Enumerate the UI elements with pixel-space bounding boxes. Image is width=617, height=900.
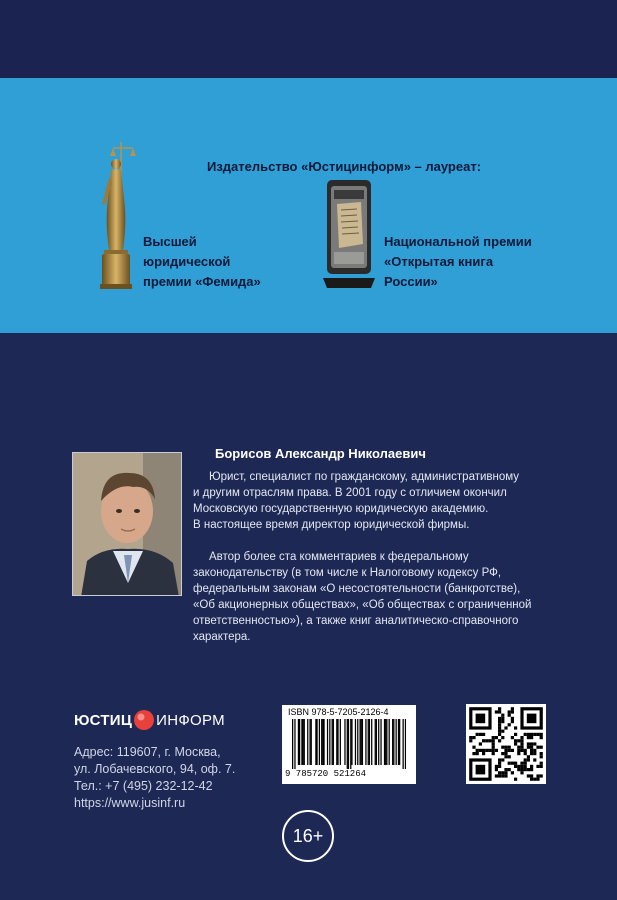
author-name: Борисов Александр Николаевич	[215, 446, 426, 461]
bio-line: ответственностью»), а также книг аналитическо-справочного	[193, 615, 519, 627]
logo-ball-icon	[133, 709, 155, 731]
bio-line: Московскую государственную юридическую академию.	[193, 503, 489, 515]
logo-text-left: ЮСТИЦ	[74, 711, 133, 729]
award-open-book-text	[384, 232, 532, 292]
open-book-trophy-icon	[323, 178, 375, 288]
publisher-address	[74, 744, 235, 812]
address-line: Адрес: 119607, г. Москва,	[74, 745, 221, 759]
age-rating-badge: 16+	[282, 810, 334, 862]
award-femida-line: премии «Фемида»	[143, 274, 261, 289]
bio-line: законодательству (в том числе к Налоговому кодексу РФ,	[193, 567, 502, 579]
bio-line: Автор более ста комментариев к федеральному	[193, 551, 469, 563]
award-femida-text	[143, 232, 261, 292]
website-link[interactable]: https://www.jusinf.ru	[74, 796, 186, 810]
publisher-logo	[74, 709, 225, 731]
award-femida-line: юридической	[143, 254, 231, 269]
author-bio-paragraph-2	[193, 549, 531, 645]
bio-line: В настоящее время директор юридической фирмы.	[193, 519, 470, 531]
awards-heading: Издательство «Юстицинформ» – лауреат:	[207, 159, 482, 174]
phone-line: Тел.: +7 (495) 232-12-42	[74, 779, 213, 793]
address-line: ул. Лобачевского, 94, оф. 7.	[74, 762, 236, 776]
isbn-label: ISBN 978-5-7205-2126-4	[288, 707, 389, 717]
award-open-book-line: «Открытая книга	[384, 254, 494, 269]
bio-line: Юрист, специалист по гражданскому, административному	[193, 471, 520, 483]
award-open-book-line: Национальной премии	[384, 234, 532, 249]
isbn-barcode-box	[282, 705, 416, 784]
bio-line: и другим отраслям права. В 2001 году с отличием окончил	[193, 487, 507, 499]
award-open-book-line: России»	[384, 274, 438, 289]
isbn-digits: 9 785720 521264	[285, 769, 367, 779]
bio-line: характера.	[193, 631, 251, 643]
femida-statuette-icon	[93, 138, 139, 290]
author-bio-paragraph-1	[193, 469, 519, 533]
barcode-icon	[292, 719, 406, 769]
qr-code-icon[interactable]	[466, 704, 546, 784]
award-femida-line: Высшей	[143, 234, 197, 249]
logo-text-right: ИНФОРМ	[156, 711, 225, 729]
bio-line: федеральным законам «О несостоятельности (банкротстве),	[193, 583, 521, 595]
bio-line: «Об акционерных обществах», «Об обществах с ограниченной	[193, 599, 532, 611]
top-strip	[0, 0, 617, 78]
author-photo	[72, 452, 182, 596]
